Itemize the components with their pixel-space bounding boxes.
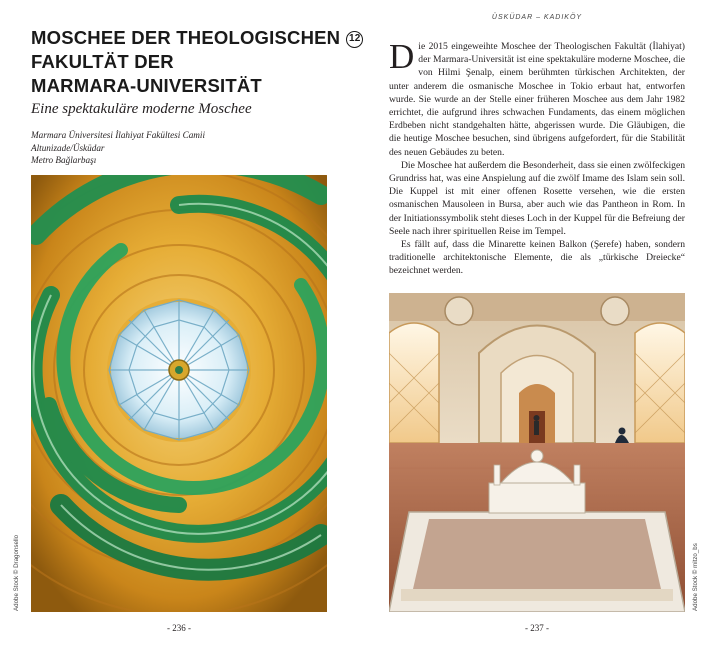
page-title bbox=[31, 26, 361, 98]
title-line-3: MARMARA-UNIVERSITÄT bbox=[31, 75, 262, 96]
body-text bbox=[389, 37, 686, 278]
dome-photo bbox=[31, 175, 327, 612]
right-page bbox=[358, 0, 716, 648]
page-number: - 237 - bbox=[525, 623, 549, 633]
running-head: ÜSKÜDAR – KADIKÖY bbox=[491, 14, 583, 21]
interior-photo bbox=[389, 293, 685, 612]
address-line: Altunizade/Üsküdar bbox=[31, 142, 105, 153]
photo-credit: Adobe Stock © mitzo_bs bbox=[692, 543, 699, 611]
mosque-interior-illustration bbox=[389, 293, 685, 612]
address-line: Marmara Üniversitesi İlahiyat Fakültesi Camii bbox=[31, 130, 206, 140]
address-block bbox=[31, 129, 205, 167]
dome-illustration bbox=[31, 175, 327, 612]
title-line-1: MOSCHEE DER THEOLOGISCHEN 12 bbox=[31, 26, 331, 50]
paragraph: Die Moschee hat außerdem die Besonderheit, dass sie einen zwölfeckigen Grundriss hat, was eine Anspielung auf die zwölf Imame des Islam sein soll. Die Kuppel ist mit einer offenen Rosette versehen, wie die ersten osmanischen Mausoleen in Bursa, aber auch wie das Pantheon in Rom. In der Initiationssymbolik steht dieses Loch in der Kuppel für die Befreiung der Seele nach ihrer spirituellen Reise im Tempel. bbox=[389, 159, 686, 237]
address-line: Metro Bağlarbaşı bbox=[31, 155, 97, 165]
paragraph: Die 2015 eingeweihte Moschee der Theologischen Fakultät (İlahiyat) der Marmara-Universität ist eine spektakuläre moderne Moschee, die von Hilmi Şenalp, einem berühmten türkischen Architekten, der unter anderem die osmanische Moschee in Tokio erbaut hat, entworfen wurde. Sie wurde an der Stelle einer früheren Moschee aus dem Jahr 1982 errichtet, die aufgrund ihres schwachen Fundaments, das einem möglichen Erdbeben nicht standgehalten hätte, abgerissen wurde. Die Gläubigen, die die heutige Moschee besuchen, sind übrigens aufgefordert, für die Stabilität des neuen Gebäudes zu beten. bbox=[389, 37, 685, 158]
page-number: - 236 - bbox=[167, 623, 191, 633]
poi-number-badge: 12 bbox=[346, 31, 363, 48]
title-line-2: FAKULTÄT DER bbox=[31, 51, 174, 72]
subtitle: Eine spektakuläre moderne Moschee bbox=[31, 101, 252, 117]
photo-credit: Adobe Stock © Dragonsello bbox=[13, 534, 20, 611]
paragraph: Es fällt auf, dass die Minarette keinen Balkon (Şerefe) haben, sondern traditionelle architektonische Elemente, die als „türkische Dreiecke“ bezeichnet werden. bbox=[389, 239, 685, 277]
drop-cap: D bbox=[389, 37, 415, 76]
